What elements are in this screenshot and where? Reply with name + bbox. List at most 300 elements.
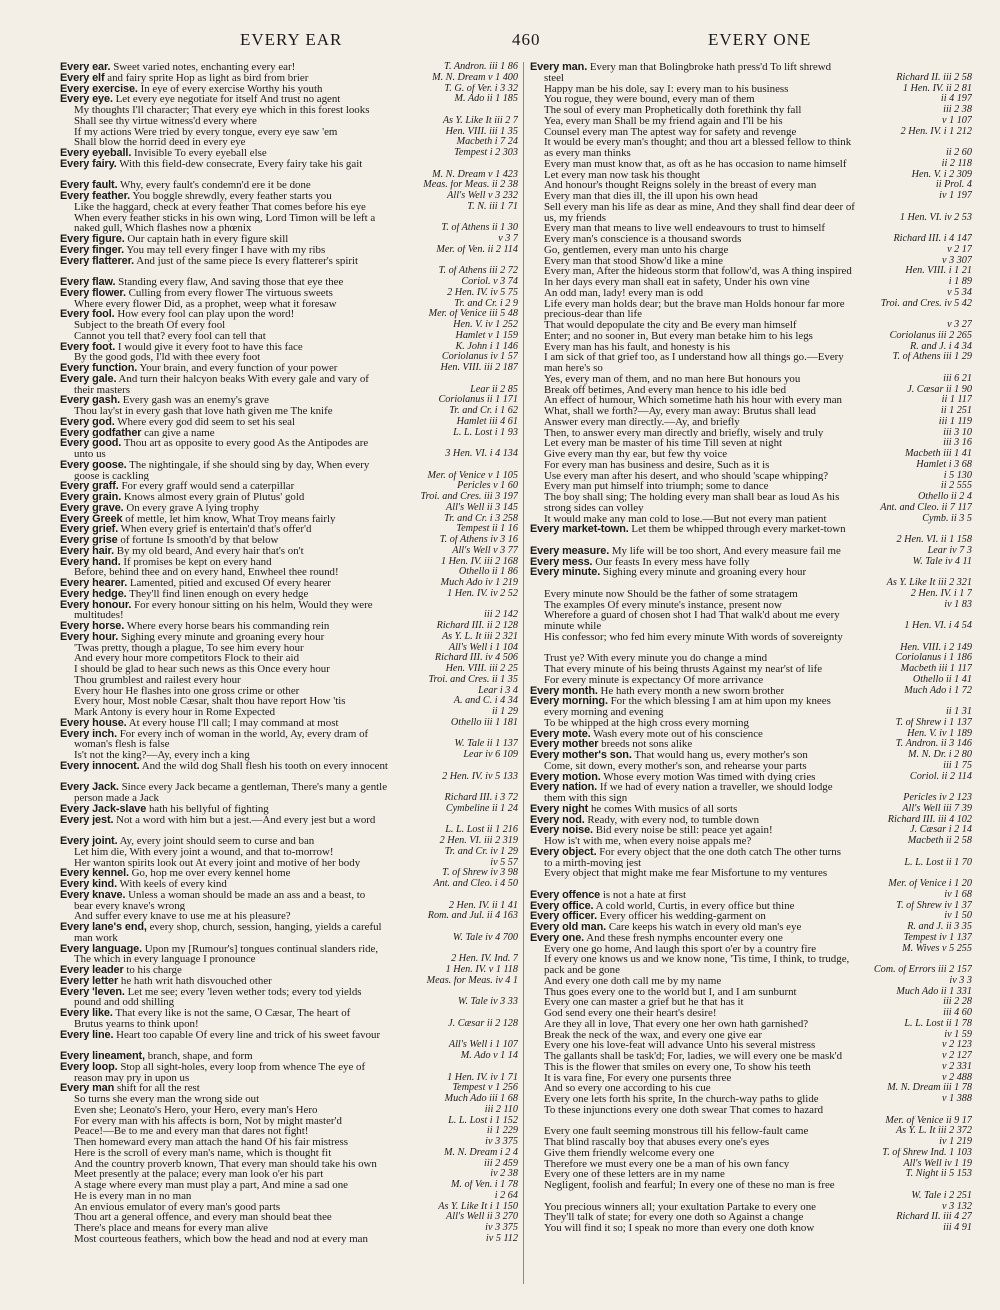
concordance-entry [60,1083,518,1094]
citation-reference: As Y. L. It iii 2 321 [438,632,518,643]
quotation-text: For every inch of woman in the world, Ay, every dram of [119,728,369,740]
concordance-entry [530,245,972,256]
citation-reference: M. N. Dream v 1 400 [428,73,518,84]
entry-headword: Every man [60,1083,115,1094]
entry-headword: Every figure. [60,234,125,245]
quotation-text: A stage where every man must play a part, And mine a sad one [74,1180,348,1191]
citation-reference: Hen. VIII. i 2 149 [896,643,972,654]
concordance-entry [60,1094,518,1105]
entry-headword: Every nod. [530,814,585,826]
entry-headword: Every office. [530,900,594,912]
concordance-entry [530,664,972,675]
concordance-entry [60,782,518,793]
quotation-text: For every man has business and desire, Such as it is [544,459,770,471]
entry-headword: Every mess. [530,556,593,568]
citation-reference: Richard III. iv 4 506 [431,653,518,664]
quotation-text: bear every knave's wrong [74,900,186,912]
entry-headword: Every hedge. [60,588,127,600]
concordance-entry [60,1137,518,1148]
concordance-entry [530,600,972,611]
citation-reference: Richard III. ii 2 128 [433,621,518,632]
citation-reference: J. Cæsar i 2 14 [906,825,972,836]
quotation-text: And suffer every knave to use me at his pleasure? [74,911,291,922]
quotation-text: That every minute of his being thrusts Against my near'st of life [544,664,823,675]
header-right-guideword: EVERY ONE [708,30,812,49]
quotation-text: Sighing every minute and groaning every hour [120,631,325,643]
quotation-text: Life every man holds dear; but the brave man Holds honour far more [544,298,845,310]
concordance-entry [530,256,972,267]
citation-reference: Mer. of Venice v 1 105 [423,471,518,482]
quotation-text: At every house I'll call; I may command at most [128,717,339,729]
entry-headword: Every Jack-slave [60,803,147,815]
entry-headword: Every graff. [60,481,119,492]
concordance-entry [60,729,518,740]
entry-headword: Every Jack. [60,782,119,793]
quotation-text: To be whipped at the high cross every morning [544,717,749,729]
citation-reference: iv 3 375 [481,1223,518,1234]
quotation-text: of mettle, let him know, What Troy means fairly [125,513,336,525]
concordance-entry [60,901,518,912]
quotation-text: precious-dear than life [544,309,642,320]
citation-reference: i 1 89 [945,277,972,288]
quotation-text: Every man's conscience is a thousand swords [544,234,742,245]
citation-reference: As Y. Like It iii 2 7 [439,116,518,127]
citation-reference: M. Ado ii 1 185 [451,94,518,105]
citation-reference: 1 Hen. IV. ii 2 81 [899,84,972,95]
concordance-entry [60,170,518,181]
concordance-entry [60,1148,518,1159]
citation-reference: Much Ado i 1 72 [900,686,972,697]
concordance-entry [60,610,518,621]
citation-reference: L. L. Lost i 1 152 [444,1116,518,1127]
citation-reference: ii 4 197 [937,94,972,105]
citation-reference: W. Tale ii 1 137 [451,739,519,750]
concordance-entry [60,1030,518,1041]
header-left-guideword: EVERY EAR [240,30,343,49]
citation-reference: iii 3 16 [939,438,972,449]
citation-reference: 1 Hen. VI. iv 2 53 [896,213,972,224]
citation-reference: 1 Hen. IV. iv 1 71 [443,1073,518,1084]
citation-reference: 2 Hen. VI. iii 2 319 [436,836,518,847]
concordance-entry [530,524,972,535]
concordance-entry [530,148,972,159]
citation-reference: L. L. Lost ii 1 78 [900,1019,972,1030]
quotation-text: Break the neck of the wax, and every one give ear [544,1029,763,1041]
concordance-entry [530,223,972,234]
quotation-text: Every officer his wedding-garment on [599,911,766,922]
concordance-entry [60,858,518,869]
concordance-entry [530,288,972,299]
concordance-entry [530,363,972,374]
citation-reference: iii 6 21 [939,374,972,385]
concordance-entry [60,94,518,105]
concordance-entry [530,696,972,707]
citation-reference: Tempest i 2 303 [450,148,518,159]
quotation-text: Break off betimes, And every man hence to his idle bed [544,384,787,396]
quotation-text: Let every man now task his thought [544,169,701,181]
quotation-text: There's place and means for every man alive [74,1223,268,1234]
quotation-text: minute while [544,621,602,632]
citation-reference: i 5 130 [940,471,972,482]
concordance-entry [60,675,518,686]
quotation-text: And these fresh nymphs encounter every one [586,932,783,944]
quotation-text: as every man thinks [544,148,631,159]
concordance-entry [530,610,972,621]
citation-reference: T. N. iii 1 71 [463,202,518,213]
concordance-entry [60,1116,518,1127]
quotation-text: Every hour He flashes into one gross crime or other [74,685,300,697]
quotation-text: You precious winners all; your exultation Partake to every one [544,1201,817,1213]
concordance-entry [530,933,972,944]
citation-reference: Much Ado iii 1 68 [441,1094,518,1105]
concordance-entry [530,352,972,363]
quotation-text: Why, every fault's condemn'd ere it be done [120,180,311,191]
entry-headword: Every horse. [60,621,125,632]
citation-reference: Coriolanus iv 1 57 [438,352,518,363]
citation-reference: ii 1 229 [483,1126,518,1137]
entry-headword: Every innocent. [60,760,140,772]
concordance-entry [530,395,972,406]
quotation-text: Sweet varied notes, enchanting every ear! [113,62,296,73]
quotation-text: Go, hop me over every kennel home [131,868,291,879]
concordance-entry [530,1094,972,1105]
quotation-text: man here's so [544,363,603,374]
concordance-entry [530,1159,972,1170]
citation-reference: v 2 17 [943,245,972,256]
citation-reference: 1 Hen. IV. iv 2 52 [443,589,518,600]
quotation-text: Let me see; every 'leven wether tods; every tod yields [127,986,362,998]
quotation-text: And every one doth call me by my name [544,975,722,987]
quotation-text: Thou lay'st in every gash that love hath given me The knife [74,406,333,417]
entry-headword: Every Greek [60,513,123,525]
concordance-entry [530,191,972,202]
citation-reference: Macbeth ii 2 58 [904,836,972,847]
quotation-text: Every one can master a grief but he that has it [544,997,744,1008]
quotation-text: shift for all the rest [116,1083,200,1094]
concordance-entry [530,750,972,761]
concordance-entry [60,632,518,643]
quotation-text: How every fool can play upon the word! [117,309,295,320]
citation-reference: iii 2 38 [939,105,972,116]
citation-reference: Tr. and Cr. i 3 258 [440,514,518,525]
quotation-text: every morning and evening [544,707,664,718]
entry-headword: Every grain. [60,492,122,503]
concordance-entry [530,503,972,514]
quotation-text: He hath every month a new sworn brother [600,685,785,697]
citation-reference: W. Tale iv 3 33 [454,997,518,1008]
quotation-text: hath his bellyful of fighting [148,803,269,815]
concordance-entry [530,793,972,804]
concordance-entry [530,320,972,331]
entry-headword: Every offence [530,889,601,901]
quotation-text: Every one his love-feat will advance Unto his several mistress [544,1040,816,1051]
citation-reference: Hamlet i 3 68 [912,460,972,471]
citation-reference: All's Well v 3 77 [448,546,518,557]
concordance-entry [60,116,518,127]
concordance-entry [60,1105,518,1116]
quotation-text: 'Twas pretty, though a plague, To see him every hour [74,642,304,654]
quotation-text: Standing every flaw, And saving those that eye thee [118,277,344,288]
entry-headword: Every hair. [60,545,114,557]
quotation-text: Happy man be his dole, say I: every man to his business [544,83,789,95]
entry-headword: Every flower. [60,287,126,299]
concordance-entry [60,1202,518,1213]
concordance-entry [60,180,518,191]
entry-headword: Every house. [60,717,127,729]
quotation-text: That would hang us, every mother's son [634,750,808,761]
quotation-text: Like the haggard, check at every feather That comes before his eye [74,201,366,213]
quotation-text: Every gash was an enemy's grave [122,395,269,406]
quotation-text: It is vara fine, For every one pursents three [544,1072,732,1084]
entry-headword: Every jest. [60,814,114,826]
concordance-entry [60,481,518,492]
quotation-text: The gallants shall be task'd; For, ladies, we will every one be mask'd [544,1051,843,1062]
citation-reference: v 2 331 [938,1062,972,1073]
quotation-text: Shall see thy virtue witness'd every where [74,115,257,127]
entry-headword: Every mother's son. [530,750,632,761]
entry-headword: Every officer. [530,911,598,922]
quotation-text: Where every god did seem to set his seal [117,416,296,428]
concordance-entry [60,73,518,84]
concordance-entry [60,546,518,557]
concordance-entry [530,1030,972,1041]
entry-headword: Every minute. [530,567,601,578]
quotation-text: Shall blow the horrid deed in every eye [74,137,246,148]
quotation-text: woman's flesh is false [74,739,170,750]
quotation-text: Ay, every joint should seem to curse and ban [119,836,315,847]
citation-reference: 2 Hen. IV. i 1 212 [897,127,972,138]
concordance-entry [60,1008,518,1019]
quotation-text: You boggle shrewdly, every feather starts you [132,191,332,202]
concordance-entry [530,546,972,557]
quotation-text: The examples Of every minute's instance, present now [544,599,782,611]
quotation-text: His confessor; who fed him every minute With words of sovereignty [544,631,843,643]
quotation-text: Our captain hath in every figure skill [127,234,289,245]
quotation-text: That would depopulate the city and Be every man himself [544,320,797,331]
quotation-text: Every man that stood Show'd like a mine [544,255,723,267]
citation-reference: iv 2 38 [486,1169,518,1180]
quotation-text: Here is the scroll of every man's name, which is thought fit [74,1147,332,1159]
quotation-text: Invisible To every eyeball else [134,148,267,159]
concordance-entry [530,116,972,127]
entry-headword: Every loop. [60,1061,118,1073]
quotation-text: Ready, with every nod, to tumble down [587,814,760,826]
citation-reference: Hen. V. i 2 309 [908,170,972,181]
citation-reference: Macbeth i 7 24 [453,137,518,148]
quotation-text: For every honour sitting on his helm, Would they were [134,599,373,611]
quotation-text: of fortune Is smooth'd by that below [120,535,279,546]
quotation-text: Your brain, and every function of your power [139,363,338,374]
entry-headword: Every grave. [60,502,124,514]
citation-reference: iv 5 57 [486,858,518,869]
quotation-text: Cannot you tell that? every fool can tell that [74,330,266,342]
concordance-entry [530,578,972,589]
citation-reference: A. and C. i 4 34 [450,696,518,707]
concordance-entry [60,438,518,449]
page-header [60,30,950,56]
concordance-entry [530,804,972,815]
concordance-entry [530,1148,972,1159]
concordance-entry [530,1051,972,1062]
entry-headword: Every lane's end, [60,922,147,933]
citation-reference: Coriolanus iii 2 265 [886,331,972,342]
quotation-text: You may tell every finger I have with my ribs [126,244,326,256]
concordance-entry [530,1116,972,1127]
citation-reference: Tr. and Cr. i 2 9 [450,299,518,310]
quotation-text: How is't with me, when every noise appals me? [544,836,752,847]
entry-headword: Every measure. [530,545,610,557]
concordance-entry [530,718,972,729]
concordance-entry [530,965,972,976]
concordance-entry [60,686,518,697]
citation-reference: T. G. of Ver. i 3 32 [440,84,518,95]
citation-reference: Hamlet v 1 159 [451,331,518,342]
entry-headword: Every inch. [60,728,118,740]
citation-reference: Meas. for Meas. iv 4 1 [423,976,518,987]
concordance-entry [530,417,972,428]
citation-reference: L. L. Lost ii 1 70 [900,858,972,869]
concordance-entry [60,449,518,460]
concordance-entry [60,159,518,170]
concordance-entry [530,342,972,353]
concordance-entry [530,836,972,847]
quotation-text: By my old beard, And every hair that's on't [116,545,304,557]
citation-reference: Mer. of Ven. ii 2 114 [432,245,518,256]
concordance-entry [530,1126,972,1137]
quotation-text: If every one knows us and we know none, 'Tis time, I think, to trudge, [544,954,850,965]
citation-reference: v 2 488 [938,1073,972,1084]
citation-reference: Othello iii 1 181 [447,718,518,729]
concordance-entry [530,1180,972,1191]
quotation-text: It would make any man cold to lose.—But not every man patient [544,513,827,525]
quotation-text: On every grave A lying trophy [126,502,260,514]
concordance-entry [60,847,518,858]
quotation-text: For every man with his affects is born, Not by might master'd [74,1115,342,1127]
concordance-entry [60,567,518,578]
quotation-text: You rogue, they were bound, every man of them [544,94,755,105]
quotation-text: Every man that Bolingbroke hath press'd To lift shrewd [589,62,832,73]
concordance-entry [530,976,972,987]
quotation-text: Every man that dies ill, the ill upon his own head [544,191,758,202]
citation-reference: All's Well iii 7 39 [898,804,972,815]
concordance-entry [530,385,972,396]
citation-reference: W. Tale i 2 251 [907,1191,972,1202]
quotation-text: You will find it so; I speak no more than every one doth know [544,1223,815,1234]
quotation-text: Counsel every man The aptest way for safety and revenge [544,126,797,138]
quotation-text: They'll find linen enough on every hedge [129,588,309,600]
citation-reference: 1 Hen. IV. iii 2 168 [437,557,518,568]
concordance-entry [530,1223,972,1234]
quotation-text: pack and be gone [544,965,620,976]
quotation-text: Every one lets forth his sprite, In the church-way paths to glide [544,1094,819,1105]
citation-reference: Much Ado iv 1 219 [437,578,518,589]
quotation-text: If my actions Were tried by every tongue, every eye saw 'em [74,126,338,138]
citation-reference: iv 1 197 [935,191,972,202]
quotation-text: So turns she every man the wrong side out [74,1094,260,1105]
citation-reference: iv 1 59 [940,1030,972,1041]
citation-reference: All's Well v 3 232 [443,191,518,202]
quotation-text: And turn their halcyon beaks With every gale and vary of [118,373,369,385]
quotation-text: Lamented, pitied and excused Of every hearer [129,578,331,589]
concordance-entry [530,180,972,191]
quotation-text: The soul of every man Prophetically doth forethink thy fall [544,105,802,116]
entry-headword: Every object. [530,846,597,858]
entry-headword: Every 'leven. [60,986,125,998]
citation-reference: 2 Hen. IV. iv 5 133 [438,772,518,783]
concordance-entry [530,643,972,654]
quotation-text: Thou art a general offence, and every man should beat thee [74,1212,332,1223]
citation-reference: Meas. for Meas. ii 2 38 [419,180,518,191]
quotation-text: That blind rascally boy that abuses every one's eyes [544,1137,770,1148]
citation-reference: ii 2 60 [942,148,972,159]
concordance-entry [60,460,518,471]
quotation-text: he comes With musics of all sorts [590,803,738,815]
citation-reference: T. of Athens iv 3 16 [436,535,518,546]
citation-reference: Macbeth iii 1 117 [897,664,972,675]
concordance-entry [530,815,972,826]
concordance-entry [60,406,518,417]
quotation-text: to his charge [126,965,182,976]
citation-reference: Othello ii 1 41 [909,675,972,686]
concordance-entry [60,352,518,363]
entry-headword: Every hearer. [60,578,128,589]
quotation-text: strong sides can volley [544,502,644,514]
entry-headword: Every hour. [60,631,119,643]
citation-reference: iv 1 50 [940,911,972,922]
quotation-text: Negligent, foolish and fearful; In every one of these no man is free [544,1180,835,1191]
citation-reference: Ant. and Cleo. ii 7 117 [876,503,972,514]
entry-headword: Every grief. [60,524,119,535]
quotation-text: An odd man, lady! every man is odd [544,287,704,299]
concordance-entry [530,535,972,546]
quotation-text: Sell every man his life as dear as mine, And they shall find dear deer of [544,201,855,213]
concordance-entry [60,1223,518,1234]
citation-reference: Coriolanus ii 1 171 [434,395,518,406]
concordance-entry [60,965,518,976]
quotation-text: Are they all in love, That every one her own hath garnished? [544,1018,809,1030]
concordance-entry [60,1180,518,1191]
citation-reference: As Y. L. It iii 2 372 [892,1126,972,1137]
quotation-text: To these injunctions every one doth swear That comes to hazard [544,1104,824,1116]
concordance-entry [530,825,972,836]
citation-reference: v 5 34 [943,288,972,299]
concordance-entry [530,438,972,449]
quotation-text: Most courteous feathers, which bow the head and nod at every man [74,1233,368,1245]
concordance-entry [530,879,972,890]
concordance-entry [530,1083,972,1094]
citation-reference: J. Cæsar ii 2 128 [444,1019,518,1030]
citation-reference: As Y. Like It iii 2 321 [883,578,972,589]
concordance-entry [60,944,518,955]
concordance-entry [530,406,972,417]
citation-reference: Mer. of Venice i 1 20 [884,879,972,890]
concordance-entry [530,632,972,643]
citation-reference: iii 3 10 [939,428,972,439]
quotation-text: can give a name [144,427,215,439]
quotation-text: Then, to answer every man directly and briefly, wisely and truly [544,427,824,439]
concordance-entry [60,933,518,944]
quotation-text: Every hour, Most noble Cæsar, shalt thou have report How 'tis [74,696,346,707]
citation-reference: ii 1 251 [937,406,972,417]
quotation-text: Heart too capable Of every line and trick of his sweet favour [116,1029,381,1041]
concordance-entry [60,1051,518,1062]
citation-reference: Lear iv 6 109 [459,750,518,761]
quotation-text: Our feasts In every mess have folly [595,556,750,568]
citation-reference: 2 Hen. VI. ii 1 158 [892,535,972,546]
concordance-entry [530,277,972,288]
concordance-entry [530,686,972,697]
quotation-text: When every feather sticks in his own wing, Lord Timon will be left a [74,212,376,224]
